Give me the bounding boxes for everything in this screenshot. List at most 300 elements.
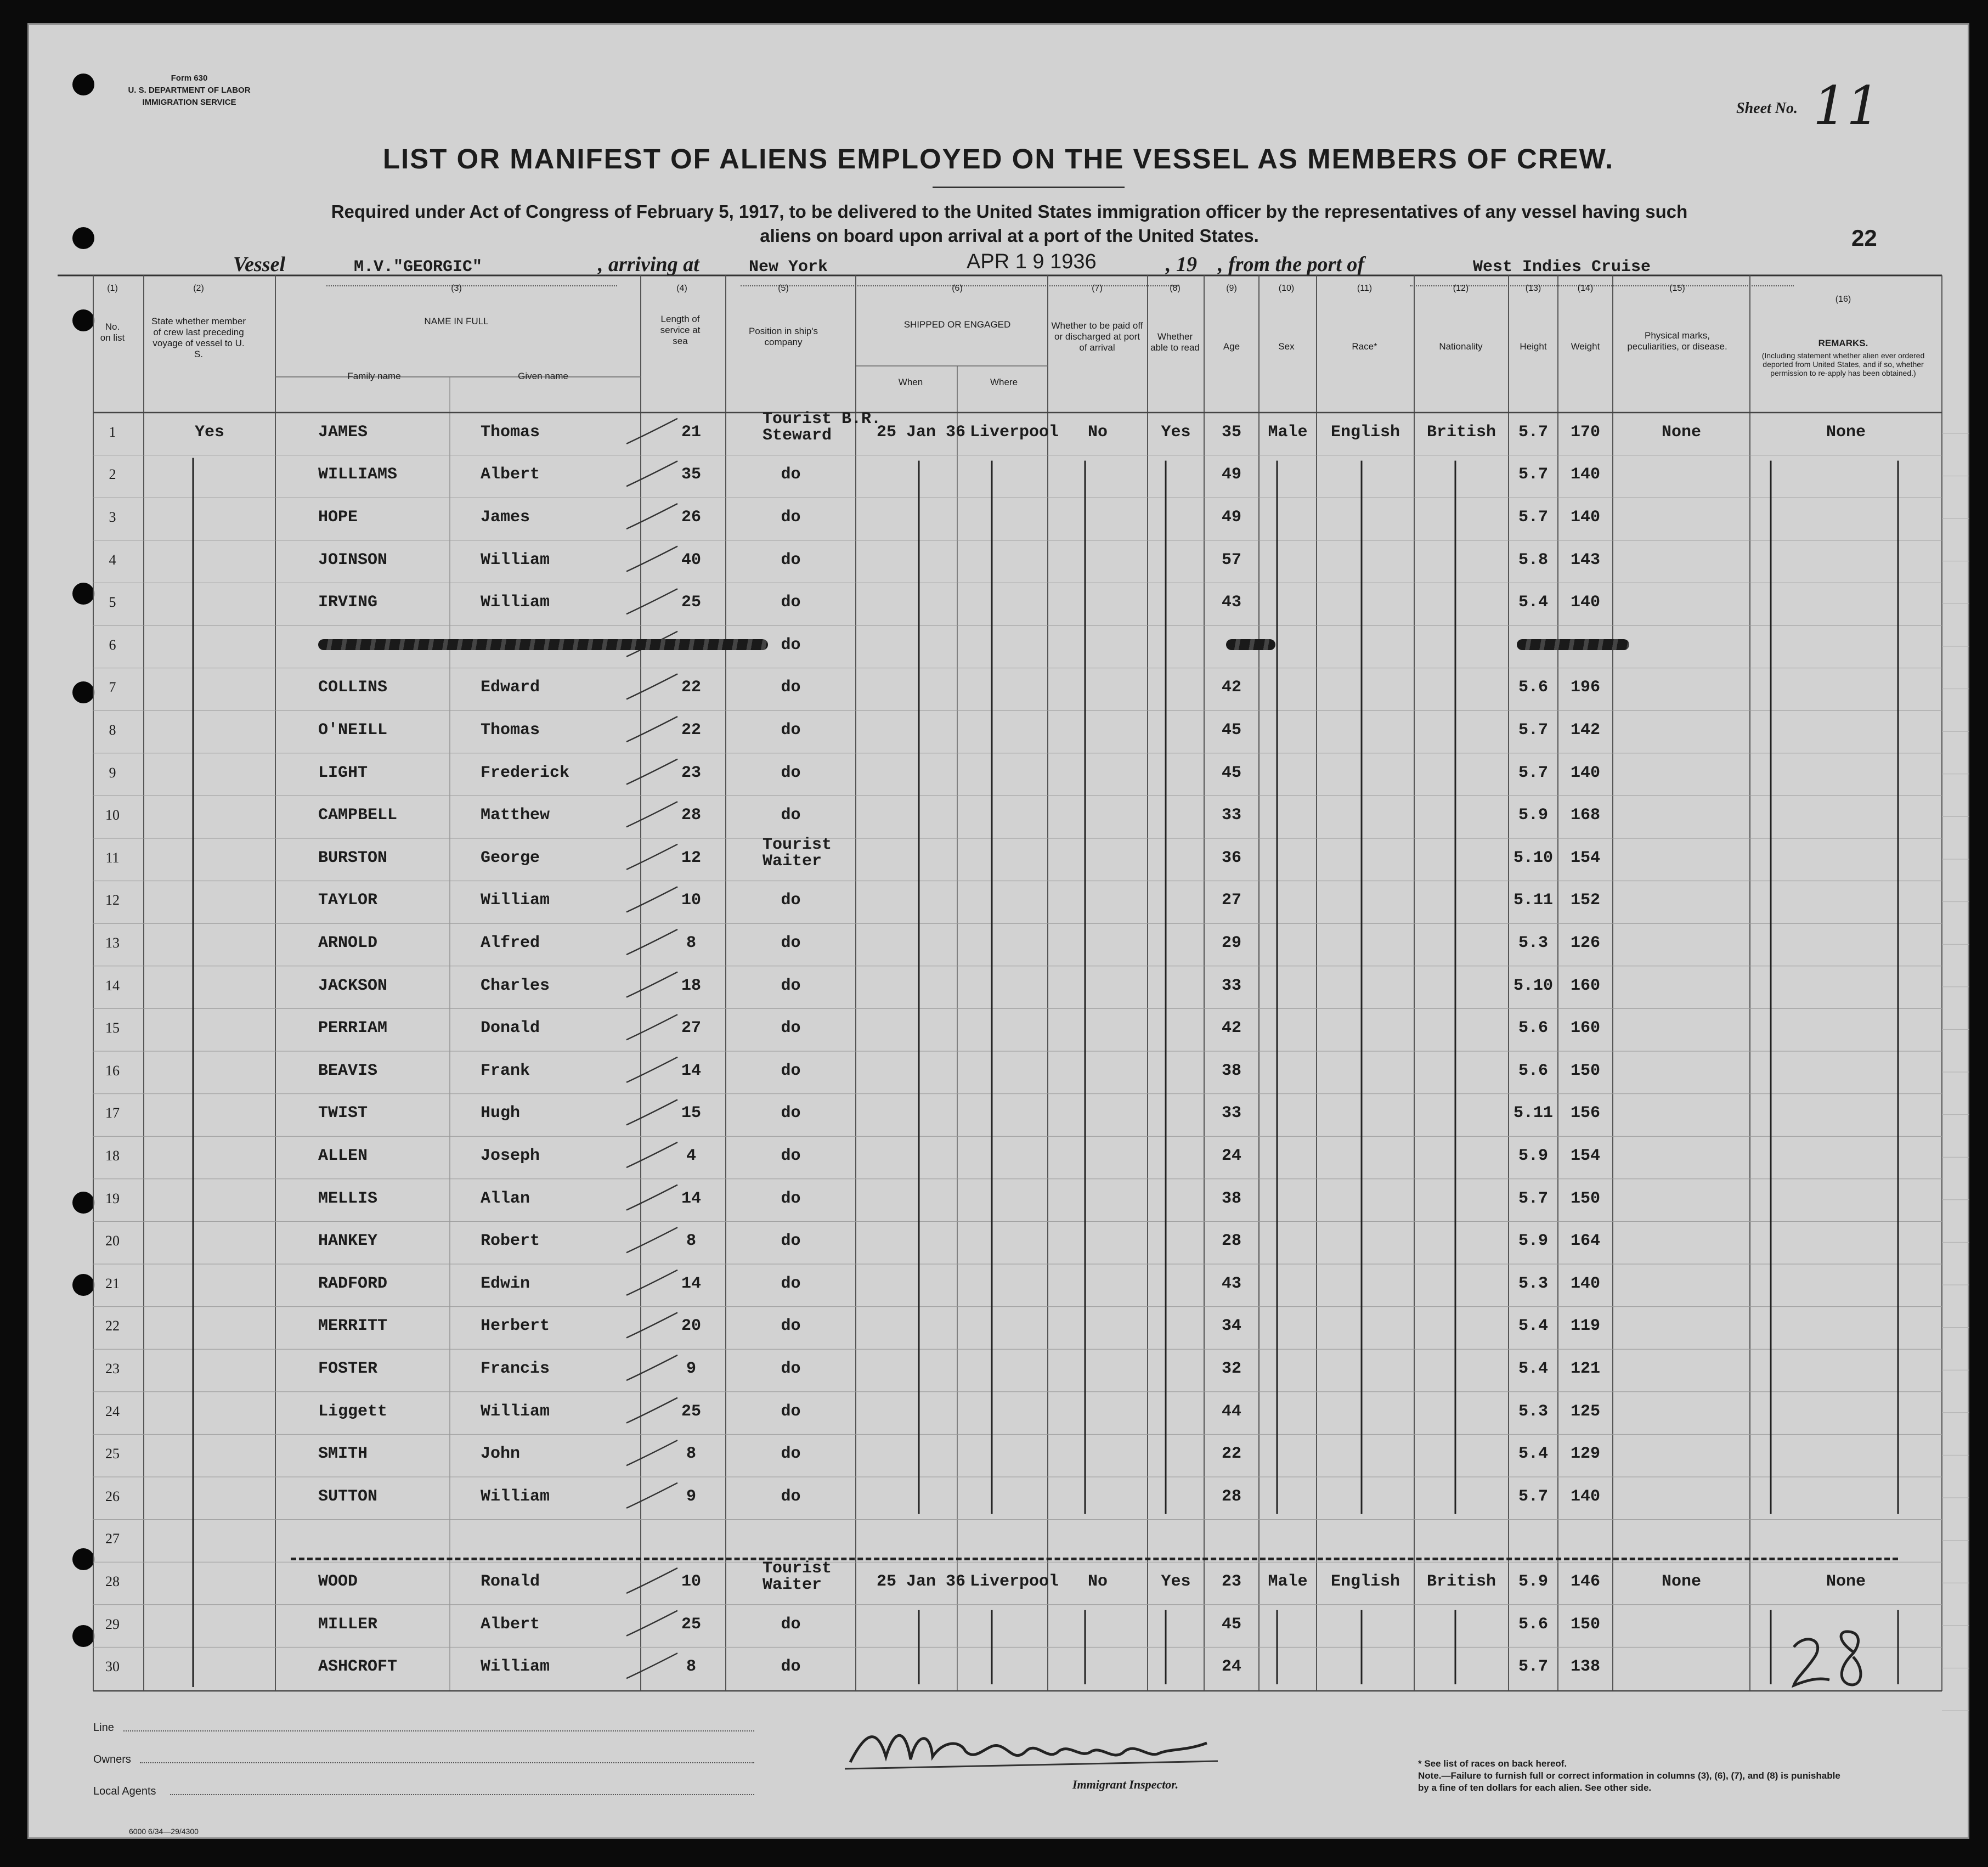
col6-header: SHIPPED OR ENGAGED [903,319,1011,330]
weight-value: 160 [1570,976,1600,995]
age-value: 43 [1221,1274,1241,1293]
given-name: Charles [481,976,550,995]
given-name: John [481,1445,521,1464]
col6-number: (6) [952,284,963,293]
position-value: do [781,721,801,740]
service-name: IMMIGRATION SERVICE [142,98,236,107]
col9-number: (9) [1226,284,1237,293]
weight-value: 125 [1570,1402,1600,1421]
physical-marks-value: None [1661,1572,1701,1591]
family-name: COLLINS [318,678,388,697]
weight-value: 138 [1570,1657,1600,1677]
position-value: do [781,635,801,655]
age-value: 34 [1221,1317,1241,1336]
race-footnote: * See list of races on back hereof. [1418,1758,1567,1769]
service-length: 18 [681,976,701,995]
position-value: do [781,891,801,910]
service-length: 9 [686,1360,696,1378]
position-value: do [781,1019,801,1038]
able-to-read-value: Yes [1161,1572,1191,1591]
service-length: 14 [681,1061,701,1080]
remarks-value: None [1826,1572,1866,1591]
weight-value: 150 [1570,1189,1600,1208]
weight-value: 152 [1570,891,1600,910]
height-value: 5.11 [1513,1104,1553,1123]
given-name: Matthew [481,806,550,825]
service-length: 10 [681,1572,701,1591]
row-number: 20 [105,1233,120,1249]
weight-value: 146 [1570,1572,1600,1591]
family-name: TAYLOR [318,891,378,910]
given-name: William [481,593,550,612]
position-value: do [781,593,801,612]
col8-header: Whether able to read [1150,331,1200,353]
vessel-label: Vessel [233,253,285,276]
height-value: 5.3 [1518,934,1548,952]
service-length: 4 [686,1147,696,1165]
row-number: 12 [105,892,120,909]
inspector-label: Immigrant Inspector. [1072,1778,1179,1791]
age-value: 45 [1221,1615,1241,1634]
weight-value: 170 [1570,422,1600,442]
family-name: MELLIS [318,1189,378,1208]
service-length: 27 [681,1019,701,1038]
age-value: 57 [1221,550,1241,569]
age-value: 33 [1221,1104,1241,1123]
family-name: LIGHT [318,763,368,782]
row-number: 13 [105,935,120,951]
col3a-header: Family name [347,371,401,381]
subtitle-line-2: aliens on board upon arrival at a port of the United States. [760,225,1259,246]
manifest-sheet [27,23,1969,1839]
col2-number: (2) [193,284,204,293]
service-length: 9 [686,1487,696,1506]
family-name: ALLEN [318,1147,368,1165]
age-value: 24 [1221,1657,1241,1677]
weight-value: 150 [1570,1061,1600,1080]
given-name: Hugh [481,1104,521,1123]
age-value: 44 [1221,1402,1241,1421]
col3-number: (3) [451,284,462,293]
height-value: 5.3 [1518,1402,1548,1421]
row-number: 21 [105,1275,120,1291]
row-number: 27 [105,1531,120,1547]
handwritten-count [1783,1625,1876,1696]
print-code: 6000 6/34—29/4300 [129,1827,199,1836]
age-value: 35 [1221,422,1241,442]
shipped-when: 25 Jan 36 [877,422,966,442]
col12-header: Nationality [1439,341,1483,352]
family-name: SUTTON [318,1487,378,1506]
service-length: 20 [681,1317,701,1336]
family-name: HOPE [318,508,358,527]
service-length: 8 [686,1445,696,1464]
row-number: 22 [105,1318,120,1334]
given-name: Francis [481,1360,550,1378]
agents-label: Local Agents [93,1785,156,1797]
weight-value: 164 [1570,1232,1600,1251]
family-name: ASHCROFT [318,1657,398,1677]
col3-header: NAME IN FULL [424,316,489,326]
given-name: Edward [481,678,540,697]
given-name: George [481,848,540,867]
line-label: Line [93,1722,114,1734]
height-value: 5.7 [1518,422,1548,442]
position-value: do [781,1445,801,1464]
position-value-line2: Steward [763,426,832,445]
row-number: 1 [109,424,116,440]
row-number: 16 [105,1062,120,1079]
row-number: 17 [105,1105,120,1121]
sex-value: Male [1268,1572,1308,1591]
service-length: 10 [681,891,701,910]
family-name: JOINSON [318,550,388,569]
row-number: 2 [109,466,116,483]
position-value: do [781,934,801,952]
able-to-read-value: Yes [1161,422,1191,442]
age-value: 49 [1221,465,1241,484]
weight-value: 140 [1570,593,1600,612]
position-value: do [781,550,801,569]
height-value: 5.4 [1518,1317,1548,1336]
position-value: do [781,508,801,527]
service-length: 35 [681,465,701,484]
position-value: do [781,1657,801,1677]
given-name: Frank [481,1061,530,1080]
family-name: WILLIAMS [318,465,398,484]
age-value: 38 [1221,1189,1241,1208]
given-name: Thomas [481,422,540,442]
family-name: RADFORD [318,1274,388,1293]
row-number: 29 [105,1616,120,1632]
struck-out-row [1517,639,1629,650]
col4-number: (4) [676,284,687,293]
age-value: 33 [1221,806,1241,825]
col10-number: (10) [1278,284,1295,293]
row-number: 4 [109,551,116,568]
arriving-label: , arriving at [598,253,699,276]
family-name: BEAVIS [318,1061,378,1080]
position-value: do [781,1360,801,1378]
position-value: do [781,1615,801,1634]
col16-header: REMARKS. [1818,338,1868,348]
weight-value: 129 [1570,1445,1600,1464]
row-number: 30 [105,1659,120,1675]
family-name: IRVING [318,593,378,612]
struck-out-row [318,639,768,650]
family-name: FOSTER [318,1360,378,1378]
row-number: 25 [105,1446,120,1462]
given-name: William [481,1487,550,1506]
col9-header: Age [1223,341,1240,352]
subtitle-line-1: Required under Act of Congress of February 5, 1917, to be delivered to the United States immigration officer by the representatives of any vessel having such [331,201,1688,222]
weight-value: 121 [1570,1360,1600,1378]
col7-header: Whether to be paid off or discharged at port of arrival [1051,320,1143,353]
col11-header: Race* [1352,341,1377,352]
race-value: English [1330,422,1400,442]
row-number: 8 [109,722,116,738]
row-number: 23 [105,1361,120,1377]
height-value: 5.4 [1518,1360,1548,1378]
col1-number: (1) [107,284,118,293]
weight-value: 140 [1570,1274,1600,1293]
age-value: 32 [1221,1360,1241,1378]
given-name: Alfred [481,934,540,952]
weight-value: 126 [1570,934,1600,952]
given-name: Frederick [481,763,570,782]
height-value: 5.4 [1518,1445,1548,1464]
col8-number: (8) [1170,284,1181,293]
weight-value: 160 [1570,1019,1600,1038]
service-length: 14 [681,1274,701,1293]
nationality-value: British [1426,1572,1496,1591]
height-value: 5.7 [1518,465,1548,484]
height-value: 5.11 [1513,891,1553,910]
row-number: 28 [105,1573,120,1589]
position-value: do [781,1104,801,1123]
given-name: James [481,508,530,527]
weight-value: 150 [1570,1615,1600,1634]
weight-value: 119 [1570,1317,1600,1336]
position-value: do [781,1487,801,1506]
sex-value: Male [1268,422,1308,442]
height-value: 5.7 [1518,1657,1548,1677]
family-name: JACKSON [318,976,388,995]
col5-header: Position in ship's company [748,326,818,347]
row-number: 19 [105,1190,120,1206]
position-value: do [781,1061,801,1080]
height-value: 5.9 [1518,806,1548,825]
weight-value: 156 [1570,1104,1600,1123]
position-value: do [781,1232,801,1251]
col6b-header: Where [990,377,1018,387]
position-value: do [781,806,801,825]
position-value-line2: Waiter [763,851,822,871]
year-label: , 19 [1166,253,1197,276]
nationality-value: British [1426,422,1496,442]
position-value-line2: Waiter [763,1576,822,1594]
height-value: 5.6 [1518,1061,1548,1080]
age-value: 42 [1221,678,1241,697]
service-length: 8 [686,1232,696,1251]
position-value: do [781,1147,801,1165]
row-number: 18 [105,1148,120,1164]
form-number: Form 630 [171,74,208,83]
service-length: 12 [681,848,701,867]
given-name: William [481,550,550,569]
service-length: 8 [686,1657,696,1677]
age-value: 23 [1221,1572,1241,1591]
family-name: ARNOLD [318,934,378,952]
weight-value: 143 [1570,550,1600,569]
col15-number: (15) [1669,284,1685,293]
col2-header: State whether member of crew last preceding voyage of vessel to U. S. [151,316,246,359]
given-name: William [481,1657,550,1677]
position-value: Tourist [763,1559,832,1578]
row-number: 26 [105,1488,120,1504]
age-value: 28 [1221,1487,1241,1506]
physical-marks-value: None [1661,422,1701,442]
service-length: 21 [681,422,701,442]
service-length: 26 [681,508,701,527]
age-value: 22 [1221,1445,1241,1464]
prev-voyage-value: Yes [194,422,224,442]
position-value: do [781,1274,801,1293]
age-value: 36 [1221,848,1241,867]
col16-note: (Including statement whether alien ever ordered deported from United States, and if so, whether permission to re-apply has been obtained.) [1761,351,1925,377]
service-length: 8 [686,934,696,952]
given-name: William [481,1402,550,1421]
owners-underline [140,1762,754,1763]
table-grid [27,23,1969,1839]
family-name: Liggett [318,1402,388,1421]
family-name: MERRITT [318,1317,388,1336]
weight-value: 142 [1570,721,1600,740]
col10-header: Sex [1278,341,1295,352]
service-length: 28 [681,806,701,825]
col12-number: (12) [1453,284,1469,293]
col13-header: Height [1520,341,1547,352]
given-name: Allan [481,1189,530,1208]
position-value: do [781,763,801,782]
height-value: 5.7 [1518,721,1548,740]
position-value: do [781,1317,801,1336]
height-value: 5.6 [1518,1615,1548,1634]
remarks-value: None [1826,422,1866,442]
service-length: 22 [681,678,701,697]
height-value: 5.10 [1513,848,1553,867]
from-port: West Indies Cruise [1473,258,1651,277]
col7-number: (7) [1092,284,1103,293]
height-value: 5.8 [1518,550,1548,569]
row-number: 3 [109,509,116,525]
weight-value: 140 [1570,465,1600,484]
from-port-label: , from the port of [1218,253,1365,276]
age-value: 29 [1221,934,1241,952]
page-number: 22 [1851,225,1877,251]
given-name: Donald [481,1019,540,1038]
department-name: U. S. DEPARTMENT OF LABOR [128,86,251,95]
family-name: TWIST [318,1104,368,1123]
age-value: 42 [1221,1019,1241,1038]
service-length: 15 [681,1104,701,1123]
height-value: 5.6 [1518,678,1548,697]
row-number: 9 [109,764,116,781]
owners-label: Owners [93,1753,131,1766]
line-underline [123,1730,754,1731]
given-name: Ronald [481,1572,540,1591]
family-name: WOOD [318,1572,358,1591]
height-value: 5.9 [1518,1572,1548,1591]
col4-header: Length of service at sea [660,314,701,346]
service-length: 14 [681,1189,701,1208]
height-value: 5.3 [1518,1274,1548,1293]
agents-underline [170,1794,754,1795]
height-value: 5.10 [1513,976,1553,995]
given-name: Albert [481,1615,540,1634]
weight-value: 154 [1570,1147,1600,1165]
family-name: SMITH [318,1445,368,1464]
weight-value: 140 [1570,508,1600,527]
weight-value: 196 [1570,678,1600,697]
shipped-where: Liverpool [970,1572,1059,1591]
height-value: 5.7 [1518,508,1548,527]
col13-number: (13) [1525,284,1541,293]
family-name: BURSTON [318,848,388,867]
shipped-where: Liverpool [970,422,1059,442]
age-value: 33 [1221,976,1241,995]
row-number: 5 [109,594,116,611]
vessel-name: M.V."GEORGIC" [354,258,483,277]
family-name: O'NEILL [318,721,388,740]
position-value: do [781,465,801,484]
height-value: 5.7 [1518,1487,1548,1506]
sheet-number: 11 [1813,75,1880,137]
col1-header: No. on list [100,321,125,343]
age-value: 43 [1221,593,1241,612]
age-value: 45 [1221,763,1241,782]
col6a-header: When [898,377,923,387]
sheet-label: Sheet No. [1736,100,1798,117]
given-name: Thomas [481,721,540,740]
weight-value: 168 [1570,806,1600,825]
family-name: HANKEY [318,1232,378,1251]
row-number: 11 [105,849,120,866]
page-title: LIST OR MANIFEST OF ALIENS EMPLOYED ON THE VESSEL AS MEMBERS OF CREW. [382,143,1614,174]
height-value: 5.9 [1518,1147,1548,1165]
weight-value: 154 [1570,848,1600,867]
date-stamp: APR 1 9 1936 [967,250,1097,273]
position-value: do [781,1402,801,1421]
height-value: 5.7 [1518,1189,1548,1208]
family-name: JAMES [318,422,368,442]
family-name: CAMPBELL [318,806,398,825]
given-name: William [481,891,550,910]
position-value: Tourist B.R. [763,409,882,428]
struck-out-row [1226,639,1275,650]
position-value: Tourist [763,835,832,854]
age-value: 27 [1221,891,1241,910]
footnotes [1418,1758,1846,1794]
col14-header: Weight [1571,341,1600,352]
given-name: Edwin [481,1274,530,1293]
col11-number: (11) [1357,284,1373,293]
given-name: Robert [481,1232,540,1251]
penalty-note: Note.—Failure to furnish full or correct information in columns (3), (6), (7), and (8) is punishable by a fine of ten dollars for each alien. See other side. [1418,1770,1840,1793]
col16-number: (16) [1835,295,1851,304]
service-length: 25 [681,1615,701,1634]
paid-off-value: No [1087,1572,1108,1591]
row-number: 6 [109,636,116,653]
row-number: 14 [105,977,120,994]
given-name: Albert [481,465,540,484]
row-number: 7 [109,679,116,696]
service-length: 40 [681,550,701,569]
position-value: do [781,976,801,995]
age-value: 49 [1221,508,1241,527]
height-value: 5.4 [1518,593,1548,612]
height-value: 5.6 [1518,1019,1548,1038]
arriving-port: New York [749,258,828,277]
family-name: PERRIAM [318,1019,388,1038]
col15-header: Physical marks, peculiarities, or disease. [1627,330,1727,352]
height-value: 5.9 [1518,1232,1548,1251]
given-name: Herbert [481,1317,550,1336]
col3b-header: Given name [518,371,568,381]
paid-off-value: No [1087,422,1108,442]
position-value: do [781,1189,801,1208]
family-name: MILLER [318,1615,378,1634]
